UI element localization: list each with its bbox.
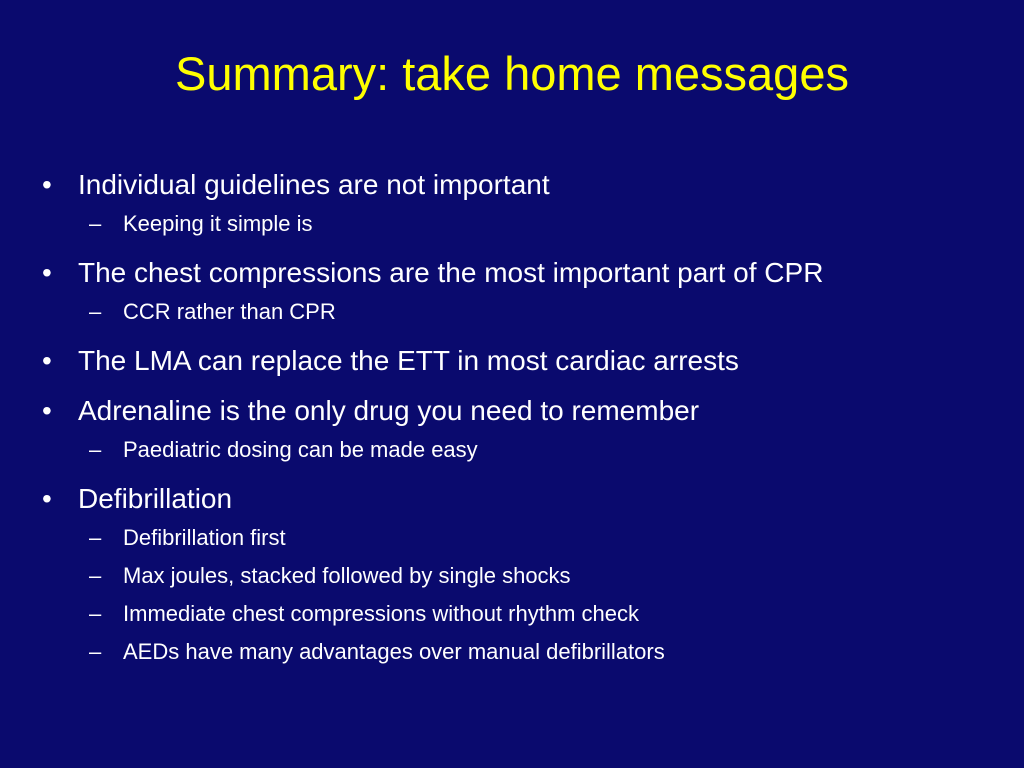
sub-bullet-text: Paediatric dosing can be made easy [123, 437, 478, 462]
bullet-text: Individual guidelines are not important [78, 169, 550, 200]
bullet-text: Adrenaline is the only drug you need to remember [78, 395, 700, 426]
sub-bullet-item [38, 204, 1008, 244]
bullet-item [38, 478, 1008, 520]
sub-bullet-item [38, 518, 1008, 558]
slide-title: Summary: take home messages [175, 47, 849, 100]
bullet-marker: • [42, 169, 52, 200]
sub-bullet-text: CCR rather than CPR [123, 299, 336, 324]
bullet-item [38, 390, 1008, 432]
bullet-item [38, 164, 1008, 206]
sub-bullet-marker: – [89, 211, 102, 236]
bullet-item [38, 340, 1008, 382]
sub-bullet-text: Max joules, stacked followed by single shocks [123, 563, 571, 588]
bullet-list [38, 164, 1008, 672]
sub-bullet-item [38, 594, 1008, 634]
sub-bullet-marker: – [89, 563, 102, 588]
sub-bullet-item [38, 632, 1008, 672]
sub-bullet-marker: – [89, 601, 102, 626]
bullet-marker: • [42, 483, 52, 514]
sub-bullet-marker: – [89, 299, 102, 324]
sub-bullet-item [38, 556, 1008, 596]
sub-bullet-item [38, 292, 1008, 332]
sub-bullet-marker: – [89, 437, 102, 462]
bullet-item [38, 252, 1008, 294]
sub-bullet-text: AEDs have many advantages over manual defibrillators [123, 639, 665, 664]
bullet-text: Defibrillation [78, 483, 233, 514]
sub-bullet-marker: – [89, 525, 102, 550]
bullet-text: The LMA can replace the ETT in most cardiac arrests [78, 345, 739, 376]
sub-bullet-text: Defibrillation first [123, 525, 286, 550]
bullet-marker: • [42, 395, 52, 426]
bullet-marker: • [42, 257, 52, 288]
sub-bullet-item [38, 430, 1008, 470]
bullet-marker: • [42, 345, 52, 376]
bullet-text: The chest compressions are the most important part of CPR [78, 257, 824, 288]
sub-bullet-text: Keeping it simple is [123, 211, 313, 236]
sub-bullet-text: Immediate chest compressions without rhythm check [123, 601, 639, 626]
sub-bullet-marker: – [89, 639, 102, 664]
